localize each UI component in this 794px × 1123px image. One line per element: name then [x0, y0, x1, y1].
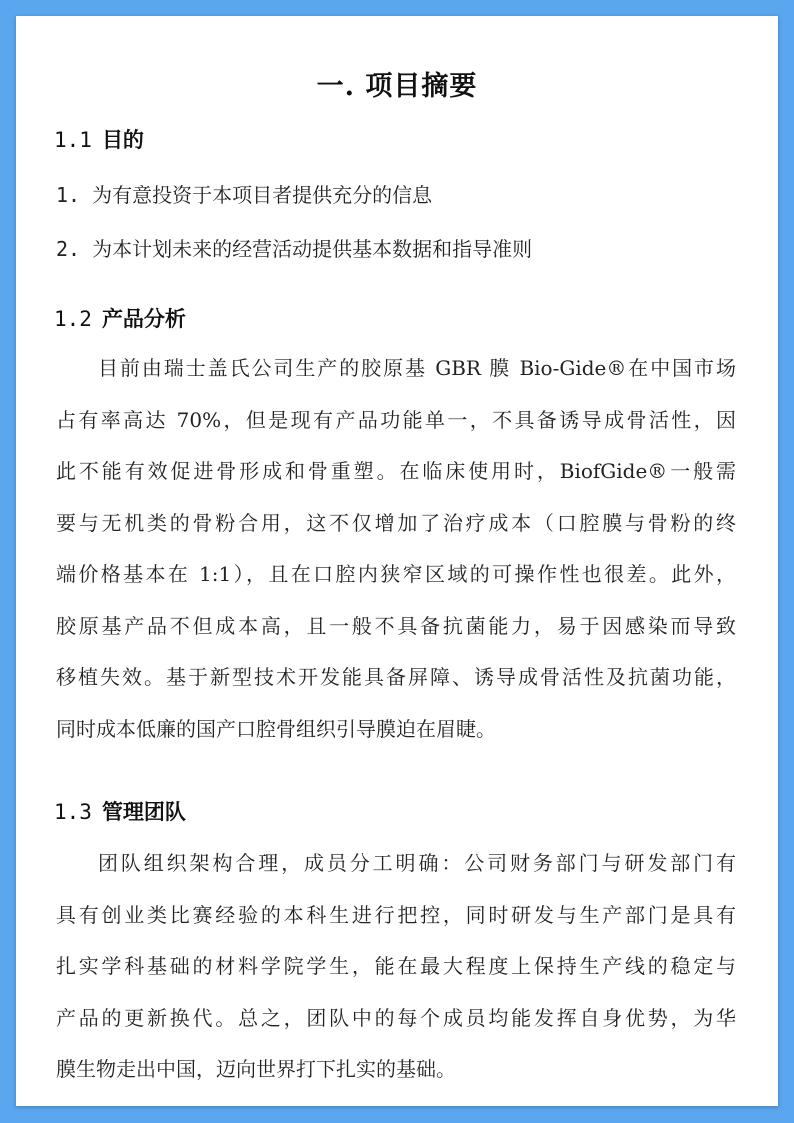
document-page [16, 16, 778, 1106]
paragraph-line: 要与无机类的骨粉合用，这不仅增加了治疗成本（口腔膜与骨粉的终 [56, 510, 736, 535]
section-heading-product-analysis [54, 303, 186, 333]
paragraph-line: 端价格基本在 1:1），且在口腔内狭窄区域的可操作性也很差。此外， [56, 562, 736, 586]
section-number: 1.1 [54, 128, 92, 152]
section-heading-management-team [54, 796, 186, 826]
paragraph-line: 占有率高达 70%，但是现有产品功能单一，不具备诱导成骨活性，因 [56, 407, 736, 432]
paragraph-line: 胶原基产品不但成本高，且一般不具备抗菌能力，易于因感染而导致 [56, 613, 736, 638]
section-title: 目的 [101, 127, 144, 152]
paragraph-line: 具有创业类比赛经验的本科生进行把控，同时研发与生产部门是具有 [56, 902, 736, 927]
section-heading-purpose [54, 124, 144, 154]
paragraph-line: 团队组织架构合理，成员分工明确：公司财务部门与研发部门有 [98, 851, 736, 875]
paragraph-line: 扎实学科基础的材料学院学生，能在最大程度上保持生产线的稳定与 [56, 954, 736, 978]
list-item [56, 179, 432, 208]
paragraph-line: 膜生物走出中国，迈向世界打下扎实的基础。 [56, 1057, 456, 1081]
paragraph-line: 此不能有效促进骨形成和骨重塑。在临床使用时，BiofGide®一般需 [56, 459, 736, 483]
paragraph-product-analysis [56, 343, 736, 755]
list-item-text: 为有意投资于本项目者提供充分的信息 [92, 183, 433, 207]
list-marker: 1. [56, 183, 81, 207]
paragraph-line: 同时成本低廉的国产口腔骨组织引导膜迫在眉睫。 [56, 716, 496, 741]
paragraph-management-team [56, 838, 736, 1096]
section-number: 1.3 [54, 800, 92, 824]
list-marker: 2. [56, 237, 81, 261]
section-title: 产品分析 [101, 306, 186, 331]
section-title: 管理团队 [101, 799, 186, 824]
page-title: 一. 项目摘要 [316, 71, 478, 102]
paragraph-line: 产品的更新换代。总之，团队中的每个成员均能发挥自身优势，为华 [56, 1005, 736, 1030]
list-item-text: 为本计划未来的经营活动提供基本数据和指导准则 [92, 237, 533, 261]
paragraph-line: 移植失效。基于新型技术开发能具备屏障、诱导成骨活性及抗菌功能， [56, 665, 736, 689]
paragraph-line: 目前由瑞士盖氏公司生产的胶原基 GBR 膜 Bio-Gide®在中国市场 [98, 356, 736, 380]
list-item [56, 233, 532, 262]
section-number: 1.2 [54, 307, 92, 331]
